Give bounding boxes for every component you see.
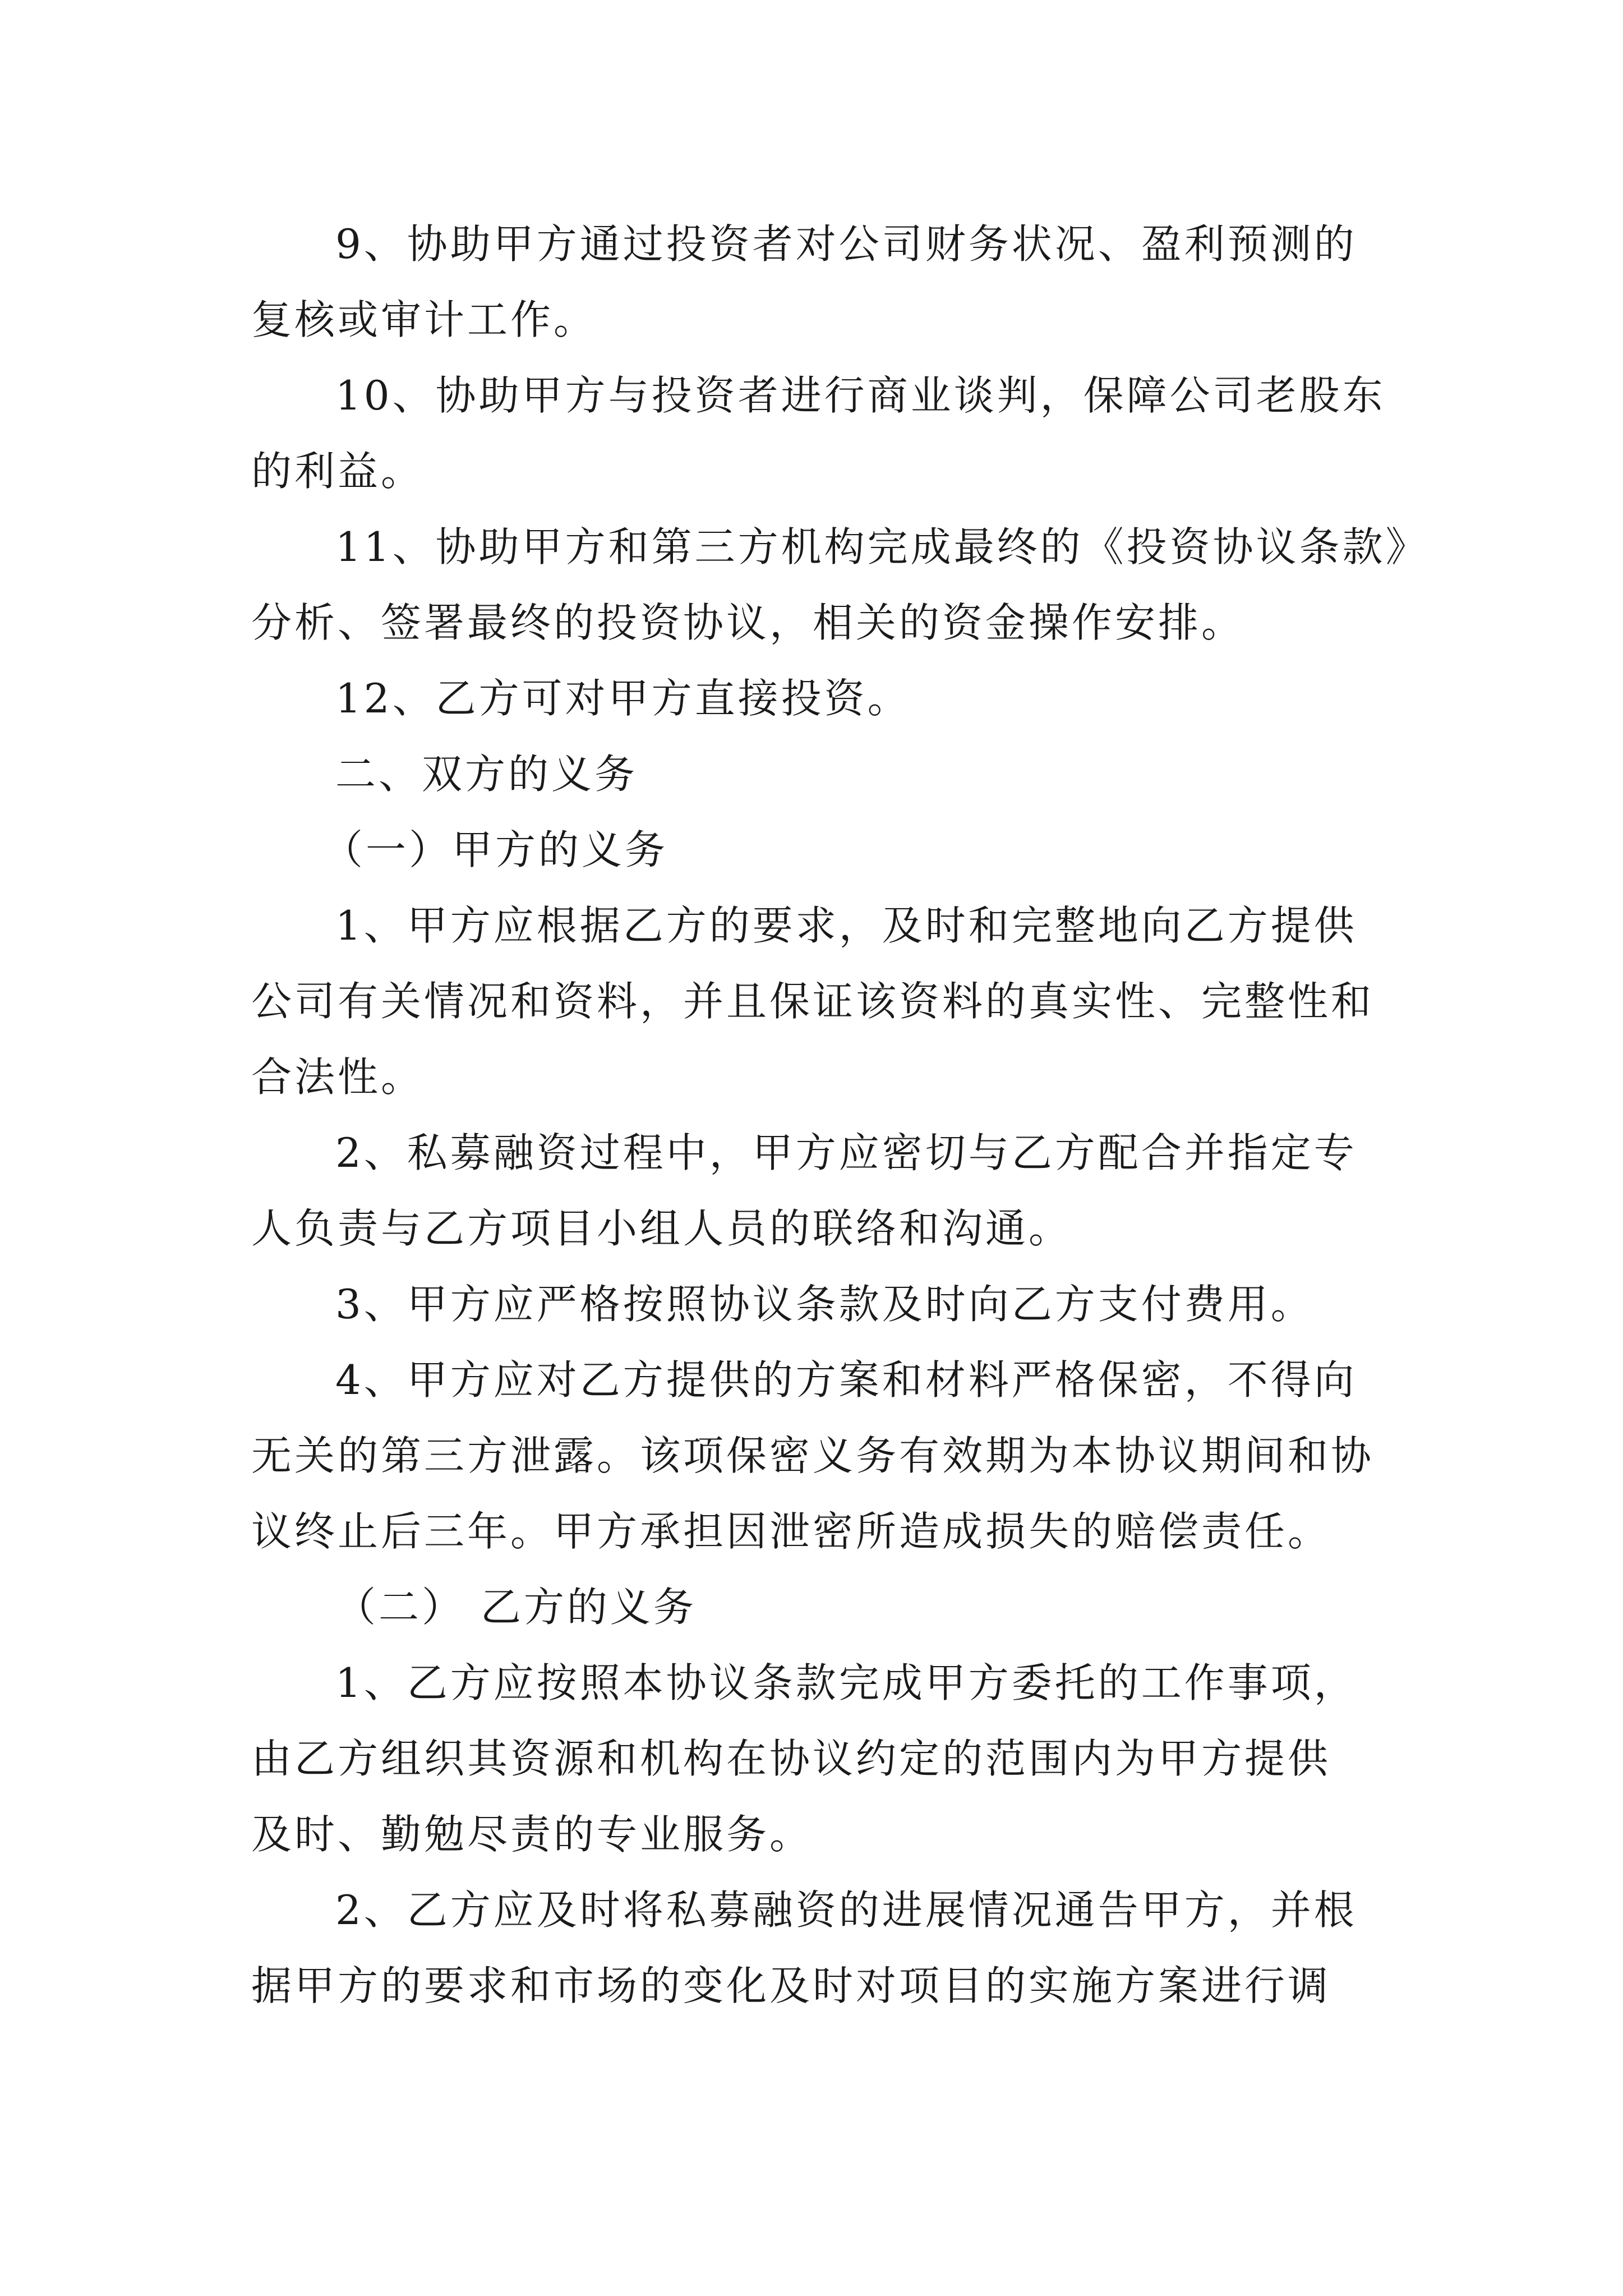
a-obligation-4-line-2: 无关的第三方泄露。该项保密义务有效期为本协议期间和协: [251, 1432, 1375, 1479]
a-obligation-1-line-2: 公司有关情况和资料，并且保证该资料的真实性、完整性和: [251, 978, 1375, 1025]
b-obligation-2-line-1: 2、乙方应及时将私募融资的进展情况通告甲方，并根: [335, 1887, 1357, 1934]
clause-12-line-1: 12、乙方可对甲方直接投资。: [335, 675, 911, 722]
a-obligation-2-line-1: 2、私募融资过程中，甲方应密切与乙方配合并指定专: [335, 1129, 1357, 1176]
b-obligation-2-line-2: 据甲方的要求和市场的变化及时对项目的实施方案进行调: [251, 1962, 1331, 2009]
b-obligation-1-line-1: 1、乙方应按照本协议条款完成甲方委托的工作事项，: [335, 1659, 1357, 1706]
a-obligation-4-line-3: 议终止后三年。甲方承担因泄密所造成损失的赔偿责任。: [251, 1508, 1331, 1555]
clause-10-line-2: 的利益。: [251, 448, 425, 495]
clause-10-line-1: 10、协助甲方与投资者进行商业谈判，保障公司老股东: [335, 372, 1386, 419]
b-obligation-1-line-3: 及时、勤勉尽责的专业服务。: [251, 1811, 813, 1858]
clause-11-line-2: 分析、签署最终的投资协议，相关的资金操作安排。: [251, 599, 1245, 646]
a-obligation-3-line-1: 3、甲方应严格按照协议条款及时向乙方支付费用。: [335, 1281, 1314, 1328]
clause-11-line-1: 11、协助甲方和第三方机构完成最终的《投资协议条款》: [335, 523, 1429, 570]
subsection-heading-party-a: （一）甲方的义务: [322, 826, 668, 873]
a-obligation-4-line-1: 4、甲方应对乙方提供的方案和材料严格保密，不得向: [335, 1356, 1357, 1404]
section-heading-obligations: 二、双方的义务: [335, 751, 638, 798]
b-obligation-1-line-2: 由乙方组织其资源和机构在协议约定的范围内为甲方提供: [251, 1735, 1331, 1782]
a-obligation-1-line-1: 1、甲方应根据乙方的要求，及时和完整地向乙方提供: [335, 902, 1357, 949]
subsection-heading-party-b: （二） 乙方的义务: [335, 1584, 697, 1631]
clause-9-line-1: 9、协助甲方通过投资者对公司财务状况、盈利预测的: [335, 220, 1357, 268]
clause-9-line-2: 复核或审计工作。: [251, 296, 597, 343]
a-obligation-2-line-2: 人负责与乙方项目小组人员的联络和沟通。: [251, 1205, 1072, 1252]
a-obligation-1-line-3: 合法性。: [251, 1053, 425, 1101]
